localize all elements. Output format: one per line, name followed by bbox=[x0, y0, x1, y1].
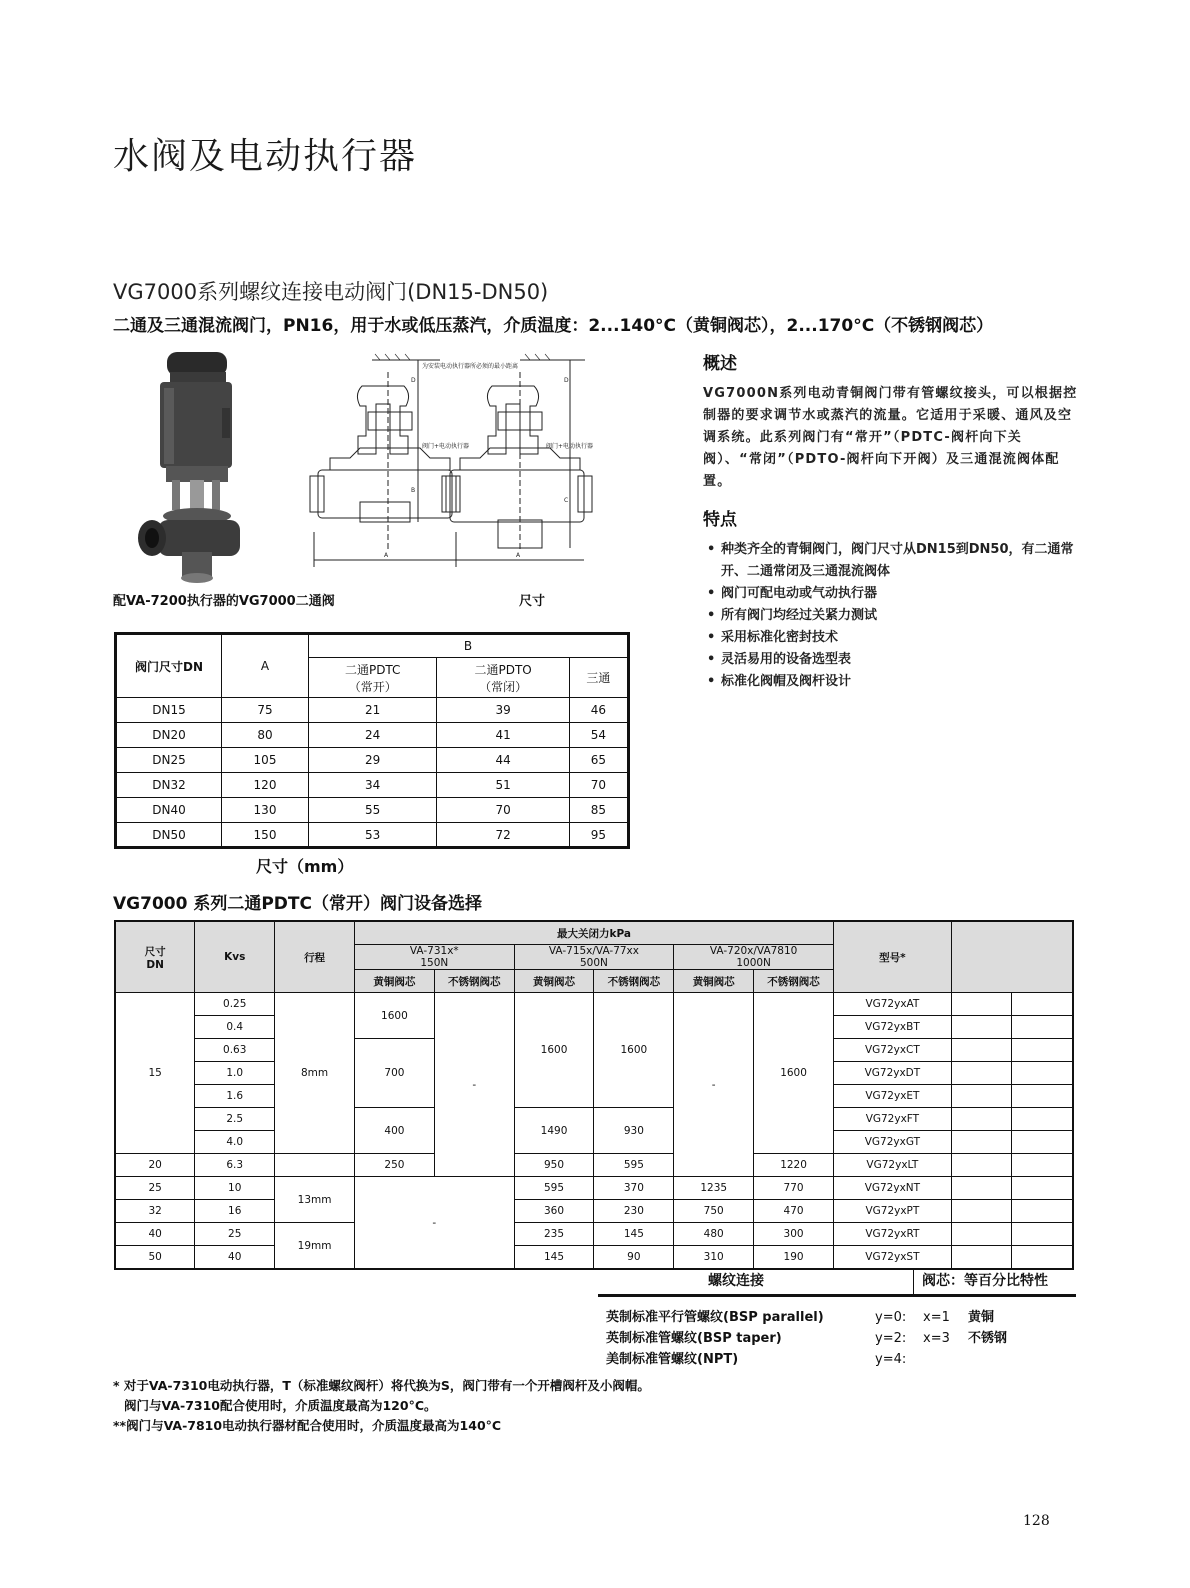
cell: 145 bbox=[594, 1223, 674, 1246]
cell: 105 bbox=[222, 748, 309, 773]
col-header-actuator-3: VA-720x/VA7810 1000N bbox=[674, 945, 834, 970]
table-row bbox=[116, 748, 629, 773]
cell-dn: 20 bbox=[115, 1154, 195, 1177]
thread-x-code: x=1 bbox=[923, 1310, 950, 1325]
feature-item: • 所有阀门均经过关紧力测试 bbox=[707, 605, 1087, 627]
table-row bbox=[116, 723, 629, 748]
col-header-max-close: 最大关闭力kPa bbox=[355, 921, 834, 945]
drawing-label: D bbox=[411, 377, 416, 384]
col-header-brass: 黄铜阀芯 bbox=[674, 970, 754, 993]
thread-row bbox=[598, 1328, 1076, 1349]
cell: 34 bbox=[309, 773, 437, 798]
feature-item: • 种类齐全的青铜阀门，阀门尺寸从DN15到DN50，有二通常开、二通常闭及三通混流阀体 bbox=[707, 539, 1087, 583]
cell-kvs: 4.0 bbox=[195, 1131, 275, 1154]
cell bbox=[951, 1085, 1011, 1108]
col-header-model: 型号* bbox=[833, 921, 951, 993]
table-row bbox=[115, 1108, 1073, 1131]
cell: 250 bbox=[355, 1154, 435, 1177]
cell: 750 bbox=[674, 1200, 754, 1223]
cell: 700 bbox=[355, 1039, 435, 1108]
cell: DN15 bbox=[116, 698, 222, 723]
cell: 130 bbox=[222, 798, 309, 823]
cell bbox=[1011, 1154, 1073, 1177]
cell: 1220 bbox=[754, 1154, 834, 1177]
drawing-label: A bbox=[384, 552, 389, 559]
cell: 46 bbox=[569, 698, 628, 723]
cell bbox=[951, 1177, 1011, 1200]
cell-model: VG72yxLT bbox=[833, 1154, 951, 1177]
cell-kvs: 40 bbox=[195, 1246, 275, 1270]
thread-material: 黄铜 bbox=[968, 1310, 995, 1325]
cell-dn: 40 bbox=[115, 1223, 195, 1246]
dimension-table-caption: 尺寸（mm） bbox=[256, 857, 354, 876]
cell: 310 bbox=[674, 1246, 754, 1270]
col-header-ss: 不锈钢阀芯 bbox=[754, 970, 834, 993]
thread-y-code: y=0: bbox=[875, 1310, 907, 1325]
cell: 72 bbox=[437, 823, 569, 848]
feature-item: • 标准化阀帽及阀杆设计 bbox=[707, 671, 1087, 693]
overview-text: VG7000N系列电动青铜阀门带有管螺纹接头，可以根据控制器的要求调节水或蒸汽的流量。它适用于采暖、通风及空调系统。此系列阀门有“常开”（PDTC-阀杆向下关阀）、“常闭”（PDTO-阀杆向下开阀）及三通混流阀体配置。 bbox=[703, 386, 1078, 489]
cell-model: VG72yxNT bbox=[833, 1177, 951, 1200]
thread-row bbox=[598, 1307, 1076, 1328]
cell: 230 bbox=[594, 1200, 674, 1223]
valve-photo bbox=[112, 348, 302, 586]
cell-kvs: 0.25 bbox=[195, 993, 275, 1016]
cell: 360 bbox=[514, 1200, 594, 1223]
cell: DN32 bbox=[116, 773, 222, 798]
feature-item: • 采用标准化密封技术 bbox=[707, 627, 1087, 649]
cell-stroke: 19mm bbox=[275, 1223, 355, 1270]
drawing-label: 为安装电动执行器所必须的最小距离 bbox=[422, 363, 519, 370]
drawing-label: 阀门+电动执行器 bbox=[422, 443, 470, 450]
page-number: 128 bbox=[1023, 1513, 1050, 1529]
cell: 55 bbox=[309, 798, 437, 823]
table-row bbox=[115, 1246, 1073, 1270]
cell: 1600 bbox=[754, 993, 834, 1154]
col-header-b-3way: 三通 bbox=[569, 658, 628, 698]
cell: 400 bbox=[355, 1108, 435, 1154]
table-row bbox=[115, 993, 1073, 1016]
cell bbox=[1011, 993, 1073, 1016]
cell bbox=[1011, 1016, 1073, 1039]
cell: 1600 bbox=[514, 993, 594, 1108]
cell: - bbox=[674, 993, 754, 1177]
cell-model: VG72yxFT bbox=[833, 1108, 951, 1131]
cell: 39 bbox=[437, 698, 569, 723]
cell: 470 bbox=[754, 1200, 834, 1223]
cell bbox=[1011, 1085, 1073, 1108]
table-row bbox=[116, 773, 629, 798]
cell bbox=[951, 1154, 1011, 1177]
cell: - bbox=[434, 993, 514, 1177]
cell: 1600 bbox=[594, 993, 674, 1108]
cell: 51 bbox=[437, 773, 569, 798]
cell bbox=[951, 1200, 1011, 1223]
cell-dn: 50 bbox=[115, 1246, 195, 1270]
col-header-ss: 不锈钢阀芯 bbox=[594, 970, 674, 993]
drawing-label: B bbox=[411, 487, 416, 494]
cell: DN50 bbox=[116, 823, 222, 848]
col-header-size: 阀门尺寸DN bbox=[116, 634, 222, 698]
cell: 595 bbox=[514, 1177, 594, 1200]
thread-header-right: 阀芯：等百分比特性 bbox=[922, 1273, 1048, 1289]
thread-name: 英制标准管螺纹(BSP taper) bbox=[606, 1331, 782, 1346]
cell-stroke: 8mm bbox=[275, 993, 355, 1154]
cell: 190 bbox=[754, 1246, 834, 1270]
col-header-a: A bbox=[222, 634, 309, 698]
cell bbox=[951, 1223, 1011, 1246]
cell bbox=[951, 1108, 1011, 1131]
divider bbox=[913, 1268, 914, 1294]
cell bbox=[951, 1246, 1011, 1270]
cell-model: VG72yxET bbox=[833, 1085, 951, 1108]
cell: 1600 bbox=[355, 993, 435, 1039]
cell bbox=[951, 1062, 1011, 1085]
cell: 120 bbox=[222, 773, 309, 798]
cell-model: VG72yxBT bbox=[833, 1016, 951, 1039]
cell: 480 bbox=[674, 1223, 754, 1246]
cell-kvs: 2.5 bbox=[195, 1108, 275, 1131]
cell bbox=[951, 993, 1011, 1016]
cell: 1490 bbox=[514, 1108, 594, 1154]
cell: 145 bbox=[514, 1246, 594, 1270]
cell-kvs: 6.3 bbox=[195, 1154, 275, 1177]
thread-legend bbox=[598, 1268, 1076, 1370]
cell-model: VG72yxDT bbox=[833, 1062, 951, 1085]
features-list bbox=[707, 539, 1087, 693]
cell: 150 bbox=[222, 823, 309, 848]
thread-material: 不锈钢 bbox=[968, 1331, 1008, 1346]
cell-dn: 15 bbox=[115, 993, 195, 1154]
cell-kvs: 16 bbox=[195, 1200, 275, 1223]
footnote: **阀门与VA-7810电动执行器材配合使用时，介质温度最高为140°C bbox=[113, 1418, 502, 1433]
cell: 950 bbox=[514, 1154, 594, 1177]
table-row bbox=[115, 1177, 1073, 1200]
cell-kvs: 25 bbox=[195, 1223, 275, 1246]
cell bbox=[1011, 1200, 1073, 1223]
thread-y-code: y=4: bbox=[875, 1352, 907, 1367]
cell: 24 bbox=[309, 723, 437, 748]
thread-name: 英制标准平行管螺纹(BSP parallel) bbox=[606, 1310, 824, 1325]
cell: 75 bbox=[222, 698, 309, 723]
cell bbox=[951, 1016, 1011, 1039]
table-row bbox=[115, 1154, 1073, 1177]
cell-kvs: 1.6 bbox=[195, 1085, 275, 1108]
cell-kvs: 0.4 bbox=[195, 1016, 275, 1039]
selection-table bbox=[114, 920, 1074, 1270]
cell bbox=[1011, 1108, 1073, 1131]
cell bbox=[1011, 1246, 1073, 1270]
cell bbox=[951, 1131, 1011, 1154]
cell: 300 bbox=[754, 1223, 834, 1246]
cell: 21 bbox=[309, 698, 437, 723]
cell: 370 bbox=[594, 1177, 674, 1200]
col-header-dn: 尺寸 DN bbox=[115, 921, 195, 993]
cell: - bbox=[355, 1177, 515, 1270]
cell-kvs: 0.63 bbox=[195, 1039, 275, 1062]
cell-stroke bbox=[275, 1154, 355, 1177]
blank-header bbox=[951, 921, 1073, 993]
dimension-table bbox=[114, 632, 630, 849]
cell bbox=[1011, 1223, 1073, 1246]
col-header-brass: 黄铜阀芯 bbox=[355, 970, 435, 993]
cell: 44 bbox=[437, 748, 569, 773]
cell bbox=[1011, 1177, 1073, 1200]
cell-model: VG72yxCT bbox=[833, 1039, 951, 1062]
cell bbox=[951, 1039, 1011, 1062]
footnote: * 对于VA-7310电动执行器，T（标准螺纹阀杆）将代换为S，阀门带有一个开槽阀杆及小阀帽。 bbox=[113, 1378, 650, 1393]
col-header-b-pdto: 二通PDTO （常闭） bbox=[437, 658, 569, 698]
thread-name: 美制标准管螺纹(NPT) bbox=[606, 1352, 739, 1367]
drawing-label: D bbox=[564, 377, 569, 384]
cell: 41 bbox=[437, 723, 569, 748]
cell: 930 bbox=[594, 1108, 674, 1154]
cell-model: VG72yxST bbox=[833, 1246, 951, 1270]
cell-stroke: 13mm bbox=[275, 1177, 355, 1223]
section-subtitle: 二通及三通混流阀门，PN16，用于水或低压蒸汽，介质温度：2...140°C（黄铜阀芯），2...170°C（不锈钢阀芯） bbox=[113, 316, 994, 336]
cell: 70 bbox=[437, 798, 569, 823]
cell: 85 bbox=[569, 798, 628, 823]
footnote: 阀门与VA-7310配合使用时，介质温度最高为120°C。 bbox=[124, 1398, 437, 1413]
photo-caption: 配VA-7200执行器的VG7000二通阀 bbox=[113, 594, 335, 609]
cell: DN40 bbox=[116, 798, 222, 823]
table-row bbox=[116, 798, 629, 823]
cell: DN20 bbox=[116, 723, 222, 748]
cell bbox=[1011, 1062, 1073, 1085]
section-title: VG7000系列螺纹连接电动阀门(DN15-DN50) bbox=[113, 280, 549, 304]
col-header-actuator-2: VA-715x/VA-77xx 500N bbox=[514, 945, 674, 970]
features-heading: 特点 bbox=[703, 510, 737, 530]
thread-header-left: 螺纹连接 bbox=[708, 1273, 764, 1289]
cell: 29 bbox=[309, 748, 437, 773]
dimension-drawing bbox=[300, 352, 600, 584]
drawing-label: C bbox=[564, 497, 569, 504]
table-row bbox=[116, 698, 629, 723]
cell: 1235 bbox=[674, 1177, 754, 1200]
cell-model: VG72yxRT bbox=[833, 1223, 951, 1246]
page-title: 水阀及电动执行器 bbox=[113, 136, 418, 177]
cell-dn: 25 bbox=[115, 1177, 195, 1200]
cell: 235 bbox=[514, 1223, 594, 1246]
cell: DN25 bbox=[116, 748, 222, 773]
thread-legend-header bbox=[598, 1268, 1076, 1297]
footnotes bbox=[113, 1376, 650, 1436]
thread-x-code: x=3 bbox=[923, 1331, 950, 1346]
thread-y-code: y=2: bbox=[875, 1331, 907, 1346]
col-header-actuator-1: VA-731x* 150N bbox=[355, 945, 515, 970]
cell-model: VG72yxAT bbox=[833, 993, 951, 1016]
table-row bbox=[115, 1223, 1073, 1246]
table-row bbox=[116, 823, 629, 848]
selection-title: VG7000 系列二通PDTC（常开）阀门设备选择 bbox=[113, 894, 482, 914]
drawing-caption: 尺寸 bbox=[519, 594, 546, 609]
cell bbox=[1011, 1131, 1073, 1154]
col-header-ss: 不锈钢阀芯 bbox=[434, 970, 514, 993]
overview-heading: 概述 bbox=[703, 354, 737, 374]
cell: 770 bbox=[754, 1177, 834, 1200]
feature-item: • 阀门可配电动或气动执行器 bbox=[707, 583, 1087, 605]
col-header-b-pdtc: 二通PDTC （常开） bbox=[309, 658, 437, 698]
col-header-b: B bbox=[309, 634, 629, 658]
cell: 595 bbox=[594, 1154, 674, 1177]
col-header-kvs: Kvs bbox=[195, 921, 275, 993]
cell: 70 bbox=[569, 773, 628, 798]
col-header-brass: 黄铜阀芯 bbox=[514, 970, 594, 993]
cell: 90 bbox=[594, 1246, 674, 1270]
col-header-stroke: 行程 bbox=[275, 921, 355, 993]
thread-row bbox=[598, 1349, 1076, 1370]
feature-item: • 灵活易用的设备选型表 bbox=[707, 649, 1087, 671]
drawing-label: 阀门+电动执行器 bbox=[546, 443, 594, 450]
cell bbox=[1011, 1039, 1073, 1062]
cell: 65 bbox=[569, 748, 628, 773]
drawing-label: A bbox=[516, 552, 521, 559]
cell: 95 bbox=[569, 823, 628, 848]
cell: 80 bbox=[222, 723, 309, 748]
cell-model: VG72yxPT bbox=[833, 1200, 951, 1223]
cell-kvs: 1.0 bbox=[195, 1062, 275, 1085]
cell-dn: 32 bbox=[115, 1200, 195, 1223]
cell: 54 bbox=[569, 723, 628, 748]
cell-model: VG72yxGT bbox=[833, 1131, 951, 1154]
thread-rows bbox=[598, 1307, 1076, 1370]
table-row bbox=[115, 1200, 1073, 1223]
cell: 53 bbox=[309, 823, 437, 848]
cell-kvs: 10 bbox=[195, 1177, 275, 1200]
